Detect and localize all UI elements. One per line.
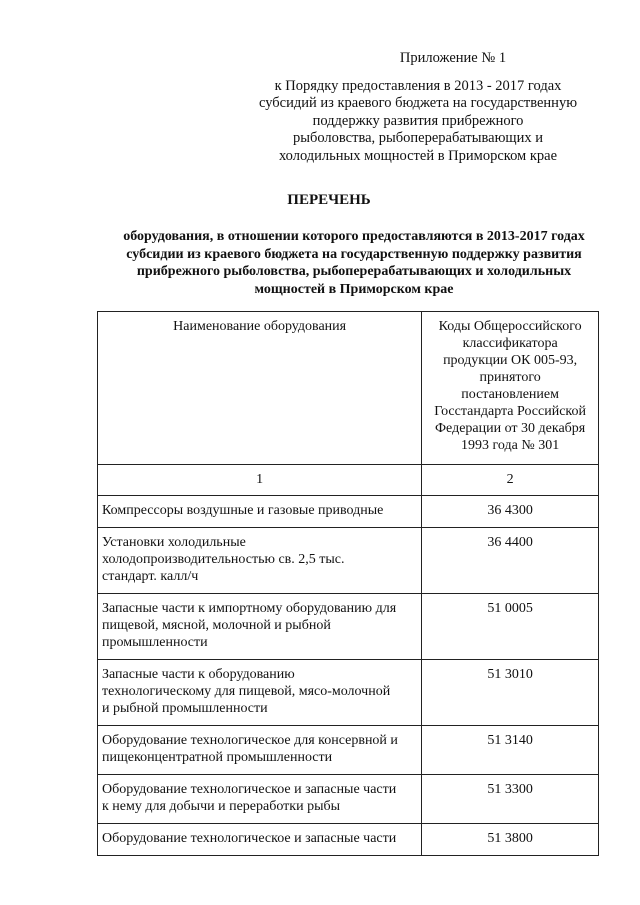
table-header-row	[98, 312, 599, 465]
subtitle-line: субсидии из краевого бюджета на государственную поддержку развития	[126, 246, 582, 262]
header-code-line: Федерации от 30 декабря	[434, 421, 586, 436]
equipment-name-cell	[98, 660, 422, 726]
header-code-line: Госстандарта Российской	[434, 404, 587, 419]
equipment-name-cell	[98, 594, 422, 660]
equipment-code-cell: 36 4400	[422, 528, 599, 594]
table-row	[98, 775, 599, 824]
subtitle-line: прибрежного рыболовства, рыбоперерабатывающих и холодильных	[136, 264, 572, 279]
equipment-name-line: к нему для добычи и переработки рыбы	[102, 799, 341, 814]
appendix-line: рыболовства, рыбоперерабатывающих и	[293, 130, 543, 146]
equipment-table	[97, 311, 599, 856]
equipment-name-line: пищеконцентратной промышленности	[102, 750, 333, 765]
equipment-name-line: промышленности	[102, 635, 208, 650]
equipment-code-cell: 51 3300	[422, 775, 599, 824]
header-code-line: постановлением	[461, 387, 559, 402]
table-row	[98, 660, 599, 726]
equipment-name-cell	[98, 496, 422, 528]
appendix-line: поддержку развития прибрежного	[312, 112, 524, 129]
equipment-name-cell	[98, 726, 422, 775]
header-name-cell: Наименование оборудования	[98, 312, 422, 465]
equipment-code-cell: 51 3010	[422, 660, 599, 726]
header-code-line: Коды Общероссийского	[438, 319, 582, 334]
equipment-name-line: Оборудование технологическое и запасные части	[102, 831, 397, 846]
subtitle-line: мощностей в Приморском крае	[254, 281, 454, 297]
header-code-cell	[422, 312, 599, 465]
column-number-2: 2	[422, 465, 599, 496]
equipment-code-cell: 51 3140	[422, 726, 599, 775]
table-row	[98, 726, 599, 775]
equipment-name-line: и рыбной промышленности	[102, 701, 268, 716]
equipment-name-line: Запасные части к импортному оборудованию для	[102, 601, 397, 616]
equipment-name-line: Оборудование технологическое для консервной и	[102, 733, 398, 748]
equipment-name-line: Компрессоры воздушные и газовые приводные	[102, 503, 384, 518]
equipment-name-line: Запасные части к оборудованию	[102, 667, 295, 682]
equipment-code-cell: 51 0005	[422, 594, 599, 660]
table-row	[98, 824, 599, 856]
equipment-name-cell	[98, 528, 422, 594]
equipment-name-line: Установки холодильные	[102, 535, 246, 550]
column-number-row	[98, 465, 599, 496]
table-row	[98, 496, 599, 528]
document-title: ПЕРЕЧЕНЬ	[287, 192, 371, 208]
equipment-name-line: пищевой, мясной, молочной и рыбной	[102, 618, 331, 633]
document-subtitle	[104, 228, 604, 298]
header-code-line: классификатора	[462, 336, 558, 351]
table-row	[98, 594, 599, 660]
appendix-line: субсидий из краевого бюджета на государственную	[258, 95, 578, 111]
equipment-name-cell	[98, 824, 422, 856]
equipment-code-cell: 36 4300	[422, 496, 599, 528]
column-number-1: 1	[98, 465, 422, 496]
equipment-name-line: технологическому для пищевой, мясо-молочной	[102, 684, 391, 699]
appendix-line: холодильных мощностей в Приморском крае	[278, 147, 558, 164]
subtitle-line: оборудования, в отношении которого предоставляются в 2013-2017 годах	[123, 229, 585, 244]
appendix-title: Приложение № 1	[399, 50, 507, 66]
equipment-name-line: стандарт. калл/ч	[102, 569, 199, 584]
header-code-line: принятого	[479, 370, 541, 385]
appendix-header	[228, 50, 608, 165]
header-code-line: 1993 года № 301	[461, 438, 560, 453]
equipment-code-cell: 51 3800	[422, 824, 599, 856]
equipment-name-cell	[98, 775, 422, 824]
equipment-name-line: Оборудование технологическое и запасные части	[102, 782, 397, 797]
equipment-name-line: холодопроизводительностью св. 2,5 тыс.	[102, 552, 345, 567]
table-row	[98, 528, 599, 594]
appendix-line: к Порядку предоставления в 2013 - 2017 годах	[274, 77, 562, 94]
header-code-line: продукции ОК 005-93,	[443, 353, 578, 368]
